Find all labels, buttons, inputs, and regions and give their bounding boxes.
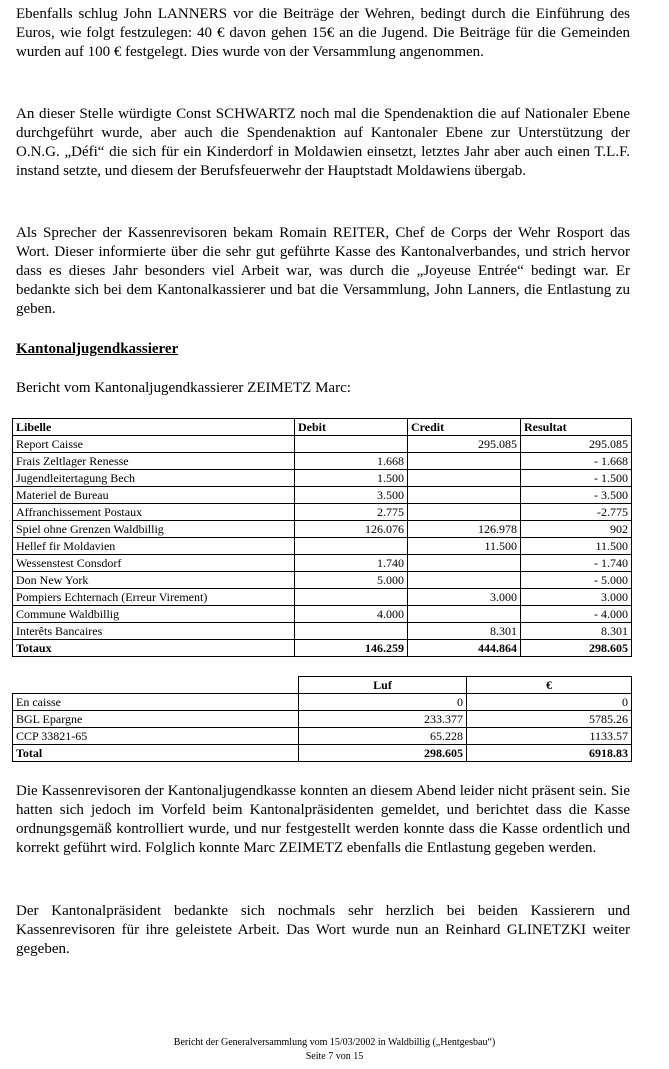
column-header: Credit — [408, 419, 521, 436]
table-cell: 8.301 — [521, 623, 632, 640]
table-cell: 146.259 — [295, 640, 408, 657]
balance-table — [12, 676, 632, 762]
table-cell: 126.978 — [408, 521, 521, 538]
table-cell: Frais Zeltlager Renesse — [13, 453, 295, 470]
table-row — [13, 453, 632, 470]
table-cell — [408, 453, 521, 470]
table-cell: 298.605 — [299, 745, 467, 762]
paragraph-youth-auditors: Die Kassenrevisoren der Kantonaljugendkasse konnten an diesem Abend leider nicht präsent sein. Sie hatten sich jedoch im Vorfeld beim Kantonalpräsidenten gemeldet, und berichtet dass die Kasse ordnungsgemäß kontrolliert wurde, und nur festgestellt werden konnte dass die Kasse ordentlich und korrekt geführt wird. Folglich konnte Marc ZEIMETZ ebenfalls die Entlastung gegeben werden. — [16, 783, 630, 856]
table-cell — [408, 555, 521, 572]
table-cell — [295, 436, 408, 453]
table-cell — [408, 572, 521, 589]
table-cell: 233.377 — [299, 711, 467, 728]
table-row — [13, 538, 632, 555]
column-header: Debit — [295, 419, 408, 436]
table-header-row — [13, 677, 632, 694]
table-cell — [295, 623, 408, 640]
table-cell: 444.864 — [408, 640, 521, 657]
table-cell: Don New York — [13, 572, 295, 589]
table-cell: 126.076 — [295, 521, 408, 538]
table-cell: - 5.000 — [521, 572, 632, 589]
table-cell: 3.000 — [521, 589, 632, 606]
accounts-table — [12, 418, 632, 657]
table-cell: 3.000 — [408, 589, 521, 606]
section-intro: Bericht vom Kantonaljugendkassierer ZEIMETZ Marc: — [16, 380, 351, 396]
column-header: Resultat — [521, 419, 632, 436]
column-header: € — [467, 677, 632, 694]
section-heading: Kantonaljugendkassierer — [16, 341, 179, 357]
table-cell: - 1.668 — [521, 453, 632, 470]
table-cell: - 1.500 — [521, 470, 632, 487]
table-row — [13, 521, 632, 538]
table-total-row — [13, 745, 632, 762]
table-row — [13, 487, 632, 504]
table-cell: - 4.000 — [521, 606, 632, 623]
table-total-row — [13, 640, 632, 657]
table-header-row — [13, 419, 632, 436]
table-cell: 298.605 — [521, 640, 632, 657]
table-cell: Jugendleitertagung Bech — [13, 470, 295, 487]
table-row — [13, 555, 632, 572]
table-cell: 11.500 — [408, 538, 521, 555]
table-cell: 295.085 — [521, 436, 632, 453]
table-cell: 3.500 — [295, 487, 408, 504]
table-row — [13, 504, 632, 521]
table-cell — [295, 538, 408, 555]
table-cell — [408, 504, 521, 521]
table-cell: 4.000 — [295, 606, 408, 623]
table-cell: - 1.740 — [521, 555, 632, 572]
table-cell — [408, 487, 521, 504]
paragraph-contributions: Ebenfalls schlug John LANNERS vor die Beiträge der Wehren, bedingt durch die Einführung des Euros, wie folgt festzulegen: 40 € davon gehen 15€ an die Jugend. Die Beiträge für die Gemeinden wurden auf 100 € festgelegt. Dies wurde von der Versammlung angenommen. — [16, 6, 630, 60]
table-row — [13, 728, 632, 745]
table-cell: 5.000 — [295, 572, 408, 589]
table-cell — [295, 589, 408, 606]
table-row — [13, 694, 632, 711]
table-cell: 1.668 — [295, 453, 408, 470]
table-cell — [408, 606, 521, 623]
table-cell: Affranchissement Postaux — [13, 504, 295, 521]
paragraph-donations: An dieser Stelle würdigte Const SCHWARTZ noch mal die Spendenaktion die auf Nationaler Ebene durchgeführt wurde, aber auch die Spendenaktion auf Kantonaler Ebene zur Unterstützung der O.N.G. „Défi“ die sich für ein Kinderdorf in Moldawien einsetzt, letztes Jahr aber auch einen T.L.F. instand setzte, und diesem der Berufsfeuerwehr der Hauptstadt Moldawiens übergab. — [16, 106, 630, 179]
table-cell: 11.500 — [521, 538, 632, 555]
table-cell: Total — [13, 745, 299, 762]
column-header: Libelle — [13, 419, 295, 436]
table-cell: Interêts Bancaires — [13, 623, 295, 640]
table-cell: 1133.57 — [467, 728, 632, 745]
table-cell: 0 — [467, 694, 632, 711]
footer-page-number: Seite 7 von 15 — [305, 1051, 364, 1062]
table-cell: -2.775 — [521, 504, 632, 521]
table-cell: 0 — [299, 694, 467, 711]
table-row — [13, 436, 632, 453]
table-row — [13, 589, 632, 606]
table-cell — [408, 470, 521, 487]
table-row — [13, 572, 632, 589]
table-cell: Pompiers Echternach (Erreur Virement) — [13, 589, 295, 606]
table-cell: 902 — [521, 521, 632, 538]
footer-report-title: Bericht der Generalversammlung vom 15/03/2002 in Waldbillig („Hentgesbau“) — [173, 1037, 496, 1048]
table-cell: Report Caisse — [13, 436, 295, 453]
paragraph-auditors: Als Sprecher der Kassenrevisoren bekam Romain REITER, Chef de Corps der Wehr Rosport das Wort. Dieser informierte über die sehr gut geführte Kasse des Kantonalverbandes, und strich hervor dass es dieses Jahr besonders viel Arbeit war, was durch die „Joyeuse Entrée“ bedingt war. Er bedankte sich bei dem Kantonalkassierer und bat die Versammlung, John Lanners, die Entlastung zu geben. — [16, 225, 630, 317]
table-cell: En caisse — [13, 694, 299, 711]
table-cell: Hellef fir Moldavien — [13, 538, 295, 555]
table-row — [13, 470, 632, 487]
table-cell: 65.228 — [299, 728, 467, 745]
table-cell: 1.500 — [295, 470, 408, 487]
column-header: Luf — [299, 677, 467, 694]
table-row — [13, 606, 632, 623]
table-cell: 2.775 — [295, 504, 408, 521]
paragraph-thanks: Der Kantonalpräsident bedankte sich nochmals sehr herzlich bei beiden Kassierern und Kassenrevisoren für ihre geleistete Arbeit. Das Wort wurde nun an Reinhard GLINETZKI weiter gegeben. — [16, 903, 630, 957]
table-cell: Wessenstest Consdorf — [13, 555, 295, 572]
table-cell: 1.740 — [295, 555, 408, 572]
table-cell: 6918.83 — [467, 745, 632, 762]
table-cell: Materiel de Bureau — [13, 487, 295, 504]
table-cell: 8.301 — [408, 623, 521, 640]
table-cell — [13, 677, 299, 694]
table-cell: - 3.500 — [521, 487, 632, 504]
table-cell: 5785.26 — [467, 711, 632, 728]
table-cell: Spiel ohne Grenzen Waldbillig — [13, 521, 295, 538]
table-cell: Totaux — [13, 640, 295, 657]
table-cell: BGL Epargne — [13, 711, 299, 728]
table-cell: CCP 33821-65 — [13, 728, 299, 745]
table-cell: 295.085 — [408, 436, 521, 453]
table-row — [13, 711, 632, 728]
table-cell: Commune Waldbillig — [13, 606, 295, 623]
table-row — [13, 623, 632, 640]
